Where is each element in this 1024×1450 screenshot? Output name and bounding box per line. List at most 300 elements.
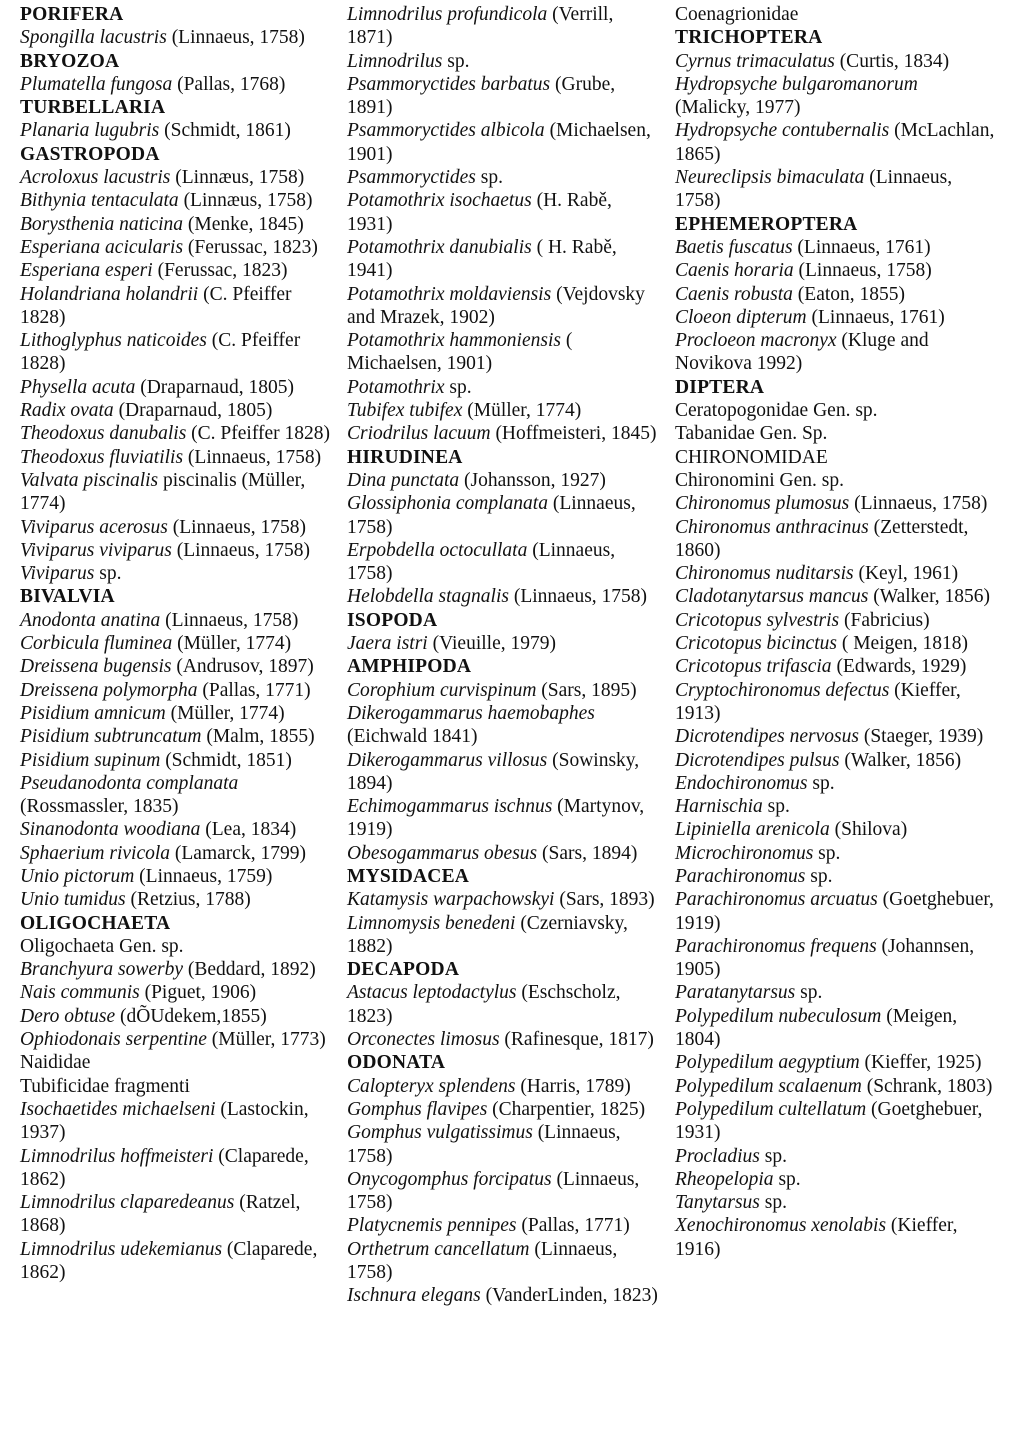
species-authority: (Piguet, 1906) (139, 982, 257, 1004)
species-entry (347, 1214, 659, 1237)
species-name: Cryptochironomus defectus (675, 679, 890, 701)
species-authority: Chironomini Gen. sp. (675, 469, 844, 491)
species-name: Dikerogammarus haemobaphes (347, 702, 595, 724)
species-entry (675, 679, 995, 726)
species-entry (347, 189, 659, 236)
species-entry (347, 842, 659, 865)
species-name: Chironomus plumosus (675, 493, 850, 515)
species-entry (675, 772, 995, 795)
species-name: Viviparus acerosus (20, 516, 168, 538)
species-authority: (Harris, 1789) (515, 1075, 631, 1097)
species-entry (20, 749, 335, 772)
species-name: Tubifex tubifex (347, 400, 463, 422)
species-authority: (Sowinsky, 1894) (347, 749, 640, 794)
species-name: Astacus leptodactylus (347, 982, 517, 1004)
species-entry (20, 1238, 335, 1285)
taxon-group-heading: AMPHIPODA (347, 656, 472, 678)
species-entry (675, 492, 995, 515)
species-entry (20, 725, 335, 748)
species-name: Dikerogammarus villosus (347, 749, 548, 771)
species-authority: (Meigen, 1804) (675, 1005, 958, 1051)
taxon-group-heading: ODONATA (347, 1052, 446, 1074)
species-name: Esperiana acicularis (20, 236, 184, 258)
species-entry (675, 888, 995, 935)
species-authority: (Linnaeus, 1758) (166, 27, 305, 49)
species-authority: (C. Pfeiffer 1828) (20, 283, 292, 328)
species-entry (675, 1168, 995, 1191)
species-authority: sp. (759, 1192, 787, 1214)
species-entry (347, 3, 659, 50)
species-authority: sp. (444, 376, 472, 398)
species-authority: (McLachlan, 1865) (675, 120, 995, 165)
species-name: Chironomus anthracinus (675, 516, 869, 538)
species-name: Nais communis (20, 982, 140, 1004)
species-name: Gomphus vulgatissimus (347, 1122, 533, 1144)
taxon-group-heading: MYSIDACEA (347, 865, 470, 887)
species-name: Pisidium amnicum (20, 702, 166, 724)
species-name: Viviparus viviparus (20, 539, 172, 561)
species-name: Katamysis warpachowskyi (347, 889, 555, 911)
species-authority: (Rafinesque, 1817) (499, 1029, 654, 1051)
species-name: Xenochironomus xenolabis (675, 1215, 887, 1237)
species-authority: (Linnaeus, 1758) (171, 539, 310, 561)
species-name: Cricotopus bicinctus (675, 633, 837, 655)
species-name: Branchyura sowerby (20, 959, 184, 981)
species-entry (675, 1145, 995, 1168)
species-entry (20, 888, 335, 911)
species-entry (20, 539, 335, 562)
species-authority: (Goetghebuer, 1931) (675, 1098, 983, 1144)
species-authority: (C. Pfeiffer 1828) (20, 330, 301, 375)
species-entry (20, 422, 335, 445)
species-entry (20, 376, 335, 399)
species-authority: (Linnæus, 1758) (170, 167, 305, 189)
species-authority: (Johannsen, 1905) (675, 935, 975, 981)
species-name: Dina punctata (347, 469, 460, 491)
species-entry (20, 236, 335, 259)
species-authority: (Schrank, 1803) (861, 1075, 993, 1097)
species-authority: (Pallas, 1768) (172, 73, 286, 95)
species-entry (20, 842, 335, 865)
species-authority: (Linnaeus, 1758) (167, 516, 306, 538)
species-authority: (Martynov, 1919) (347, 796, 645, 841)
species-authority: (dÕUdekem,1855) (115, 1005, 267, 1027)
species-entry (675, 562, 995, 585)
species-authority: (Rossmassler, 1835) (20, 796, 179, 818)
species-name: Orthetrum cancellatum (347, 1238, 530, 1260)
species-entry (675, 399, 995, 422)
species-entry (20, 189, 335, 212)
taxon-group-heading: BRYOZOA (20, 50, 120, 72)
taxon-group-heading: EPHEMEROPTERA (675, 213, 858, 235)
species-entry (20, 981, 335, 1004)
species-entry (20, 1191, 335, 1238)
species-name: Pisidium supinum (20, 749, 161, 771)
species-name: Spongilla lacustris (20, 27, 167, 49)
species-entry (675, 283, 995, 306)
species-authority: (Curtis, 1834) (834, 50, 950, 72)
species-name: Theodoxus danubalis (20, 423, 187, 445)
species-name: Planaria lugubris (20, 120, 160, 142)
species-name: Limnodrilus hoffmeisteri (20, 1145, 214, 1167)
species-authority: sp. (795, 982, 823, 1004)
species-authority: (Vejdovsky and Mrazek, 1902) (347, 283, 645, 328)
species-authority: (Linnaeus, 1758) (347, 493, 636, 538)
species-entry (20, 119, 335, 142)
species-authority: Coenagrionidae (675, 4, 799, 25)
species-authority: sp. (762, 796, 790, 818)
species-name: Hydropsyche bulgaromanorum (675, 73, 918, 95)
species-name: Onycogomphus forcipatus (347, 1168, 552, 1190)
species-name: Glossiphonia complanata (347, 493, 548, 515)
species-name: Pseudanodonta complanata (20, 772, 239, 794)
species-authority: Tubificidae fragmenti (20, 1075, 190, 1097)
species-entry (347, 585, 659, 608)
species-authority: CHIRONOMIDAE (675, 446, 828, 468)
species-entry (20, 1051, 335, 1074)
taxon-group-heading: DECAPODA (347, 959, 460, 981)
species-authority: (C. Pfeiffer 1828) (186, 423, 330, 445)
species-authority: sp. (475, 167, 503, 189)
species-authority: (Eaton, 1855) (792, 283, 906, 305)
species-entry (675, 795, 995, 818)
species-authority: (Linnaeus, 1758) (160, 609, 299, 631)
species-name: Obesogammarus obesus (347, 842, 538, 864)
species-entry (20, 26, 335, 49)
species-entry (20, 958, 335, 981)
species-authority: (Sars, 1895) (536, 679, 637, 701)
species-authority: sp. (805, 865, 833, 887)
species-entry (347, 888, 659, 911)
species-authority: (Müller, 1773) (206, 1029, 326, 1051)
species-name: Sphaerium rivicola (20, 842, 171, 864)
species-name: Cyrnus trimaculatus (675, 50, 835, 72)
species-authority: sp. (773, 1168, 801, 1190)
species-authority: (Linnaeus, 1758) (508, 586, 648, 608)
species-entry (20, 632, 335, 655)
species-name: Theodoxus fluviatilis (20, 446, 184, 468)
species-name: Viviparus (20, 563, 95, 585)
species-entry (20, 73, 335, 96)
species-name: Criodrilus lacuum (347, 423, 491, 445)
species-entry (675, 818, 995, 841)
species-name: Polypedilum scalaenum (675, 1075, 862, 1097)
taxon-group-heading: PORIFERA (20, 4, 124, 25)
species-name: Psammoryctides barbatus (347, 73, 551, 95)
species-authority: (Zetterstedt, 1860) (675, 516, 969, 561)
species-authority: (Grube, 1891) (347, 73, 616, 119)
species-authority: (Lastockin, 1937) (20, 1098, 309, 1144)
species-name: Dreissena polymorpha (20, 679, 198, 701)
species-authority: piscinalis (Müller, 1774) (20, 469, 306, 515)
species-authority: (Schmidt, 1861) (159, 120, 291, 142)
species-name: Dicrotendipes nervosus (675, 726, 859, 748)
species-entry (347, 50, 659, 73)
species-name: Rheopelopia (675, 1168, 774, 1190)
species-authority: (Malm, 1855) (201, 726, 315, 748)
species-name: Baetis fuscatus (675, 236, 793, 258)
species-entry (675, 1191, 995, 1214)
taxon-group-heading: DIPTERA (675, 376, 765, 398)
species-name: Limnodrilus claparedeanus (20, 1192, 235, 1214)
species-name: Limnodrilus profundicola (347, 4, 548, 25)
species-entry (675, 609, 995, 632)
species-authority: (Michaelsen, 1901) (347, 120, 651, 165)
species-entry (675, 3, 995, 26)
species-name: Potamothrix danubialis (347, 236, 532, 258)
species-authority: (Edwards, 1929) (831, 656, 967, 678)
species-name: Ischnura elegans (347, 1285, 481, 1307)
species-authority: (Lea, 1834) (200, 819, 297, 841)
species-entry (347, 119, 659, 166)
species-name: Procloeon macronyx (675, 330, 837, 352)
species-entry (20, 1005, 335, 1028)
species-authority: (Schmidt, 1851) (160, 749, 292, 771)
species-entry (20, 283, 335, 330)
species-entry (675, 842, 995, 865)
species-entry (20, 329, 335, 376)
species-authority: (Malicky, 1977) (675, 97, 801, 119)
species-name: Hydropsyche contubernalis (675, 120, 890, 142)
species-authority: ( Michaelsen, 1901) (347, 330, 573, 375)
species-name: Jaera istri (347, 633, 428, 655)
species-entry (675, 655, 995, 678)
species-name: Calopteryx splendens (347, 1075, 516, 1097)
species-authority: (Sars, 1894) (537, 842, 638, 864)
species-entry (347, 702, 659, 749)
species-name: Physella acuta (20, 376, 136, 398)
species-name: Endochironomus (675, 772, 808, 794)
species-name: Potamothrix hammoniensis (347, 330, 561, 352)
species-name: Parachironomus frequens (675, 935, 877, 957)
species-name: Echimogammarus ischnus (347, 796, 553, 818)
species-authority: (Fabricius) (839, 609, 930, 631)
species-entry (347, 1168, 659, 1215)
species-entry (347, 1075, 659, 1098)
species-authority: (Linnaeus, 1758) (849, 493, 988, 515)
species-name: Cladotanytarsus mancus (675, 586, 869, 608)
species-authority: (Walker, 1856) (839, 749, 962, 771)
species-authority: (Vieuille, 1979) (427, 633, 556, 655)
species-name: Dero obtuse (20, 1005, 116, 1027)
species-name: Anodonta anatina (20, 609, 161, 631)
species-name: Procladius (675, 1145, 760, 1167)
species-authority: Tabanidae Gen. Sp. (675, 423, 828, 445)
species-entry (20, 399, 335, 422)
species-entry (20, 935, 335, 958)
species-authority: (Charpentier, 1825) (487, 1098, 646, 1120)
species-entry (347, 399, 659, 422)
species-authority: (Linnaeus, 1758) (675, 167, 953, 212)
species-entry (675, 50, 995, 73)
species-name: Corbicula fluminea (20, 633, 173, 655)
species-name: Polypedilum cultellatum (675, 1098, 867, 1120)
taxon-group-heading: OLIGOCHAETA (20, 912, 171, 934)
species-authority: (Müller, 1774) (172, 633, 292, 655)
species-entry (20, 446, 335, 469)
species-name: Sinanodonta woodiana (20, 819, 201, 841)
species-authority: (Andrusov, 1897) (171, 656, 314, 678)
species-entry (675, 749, 995, 772)
species-authority: (Kluge and Novikova 1992) (675, 330, 929, 375)
species-entry (675, 446, 995, 469)
species-entry (347, 1238, 659, 1285)
species-entry (675, 1051, 995, 1074)
species-entry (675, 73, 995, 120)
species-name: Limnomysis benedeni (347, 912, 516, 934)
species-name: Plumatella fungosa (20, 73, 173, 95)
species-authority: (Lamarck, 1799) (170, 842, 306, 864)
species-name: Valvata piscinalis (20, 469, 159, 491)
species-entry (347, 539, 659, 586)
species-authority: (Linnaeus, 1758) (183, 446, 322, 468)
species-entry (347, 1098, 659, 1121)
species-authority: (Kieffer, 1916) (675, 1215, 958, 1260)
species-name: Helobdella stagnalis (347, 586, 509, 608)
species-entry (675, 1214, 995, 1261)
taxon-group-heading: TURBELLARIA (20, 97, 166, 119)
species-name: Paratanytarsus (675, 982, 796, 1004)
species-authority: (H. Rabě, 1931) (347, 190, 612, 235)
species-name: Neureclipsis bimaculata (675, 167, 865, 189)
species-name: Lithoglyphus naticoides (20, 330, 207, 352)
species-authority: (Draparnaud, 1805) (135, 376, 294, 398)
species-entry (20, 1145, 335, 1192)
species-authority: (Beddard, 1892) (183, 959, 316, 981)
taxon-group-heading: BIVALVIA (20, 586, 115, 608)
species-authority: (Linnaeus, 1761) (806, 306, 945, 328)
species-authority: (Staeger, 1939) (858, 726, 984, 748)
species-authority: (Draparnaud, 1805) (113, 400, 273, 422)
species-name: Erpobdella octocullata (347, 539, 528, 561)
species-authority: (Pallas, 1771) (516, 1215, 630, 1237)
species-authority: (Linnæus, 1758) (178, 190, 313, 212)
species-name: Pisidium subtruncatum (20, 726, 202, 748)
species-entry (347, 795, 659, 842)
species-authority: (Claparede, 1862) (20, 1145, 309, 1190)
species-entry (347, 1028, 659, 1051)
species-name: Corophium curvispinum (347, 679, 537, 701)
species-name: Borysthenia naticina (20, 213, 184, 235)
species-entry (675, 469, 995, 492)
species-entry (20, 609, 335, 632)
species-name: Gomphus flavipes (347, 1098, 488, 1120)
species-authority: (Retzius, 1788) (125, 889, 251, 911)
species-name: Potamothrix moldaviensis (347, 283, 552, 305)
taxon-group-heading: TRICHOPTERA (675, 27, 823, 49)
species-entry (20, 818, 335, 841)
species-entry (675, 632, 995, 655)
species-authority: (Sars, 1893) (554, 889, 655, 911)
species-entry (347, 376, 659, 399)
species-entry (675, 935, 995, 982)
species-name: Cricotopus sylvestris (675, 609, 840, 631)
species-name: Harnischia (675, 796, 763, 818)
species-authority: (VanderLinden, 1823) (480, 1285, 658, 1307)
species-authority: (Hoffmeisteri, 1845) (490, 423, 657, 445)
species-entry (347, 166, 659, 189)
species-authority: sp. (759, 1145, 787, 1167)
species-name: Unio tumidus (20, 889, 126, 911)
species-name: Microchironomus (675, 842, 814, 864)
species-entry (347, 679, 659, 702)
species-entry (347, 1284, 659, 1307)
species-name: Cloeon dipterum (675, 306, 807, 328)
species-entry (20, 655, 335, 678)
species-entry (675, 259, 995, 282)
species-name: Ophiodonais serpentine (20, 1029, 207, 1051)
species-authority: ( H. Rabě, 1941) (347, 236, 617, 282)
species-name: Limnodrilus udekemianus (20, 1238, 223, 1260)
species-entry (675, 119, 995, 166)
species-entry (675, 1075, 995, 1098)
species-name: Polypedilum aegyptium (675, 1052, 860, 1074)
species-name: Caenis robusta (675, 283, 793, 305)
species-entry (20, 865, 335, 888)
species-name: Bithynia tentaculata (20, 190, 179, 212)
species-name: Esperiana esperi (20, 260, 153, 282)
species-entry (675, 329, 995, 376)
species-authority: (Linnaeus, 1759) (134, 865, 273, 887)
species-name: Limnodrilus (347, 50, 443, 72)
species-authority: sp. (442, 50, 470, 72)
species-entry (675, 1098, 995, 1145)
species-name: Polypedilum nubeculosum (675, 1005, 882, 1027)
species-name: Potamothrix (347, 376, 445, 398)
species-authority: (Ferussac, 1823) (183, 236, 318, 258)
species-entry (20, 772, 335, 819)
species-entry (675, 516, 995, 563)
species-entry (20, 562, 335, 585)
species-entry (347, 1121, 659, 1168)
column-3 (675, 3, 995, 1261)
species-entry (347, 749, 659, 796)
species-authority: (Czerniavsky, 1882) (347, 912, 628, 957)
species-name: Acroloxus lacustris (20, 167, 171, 189)
taxon-group-heading: ISOPODA (347, 609, 438, 631)
species-name: Platycnemis pennipes (347, 1215, 517, 1237)
species-entry (675, 166, 995, 213)
species-entry (347, 912, 659, 959)
species-entry (675, 1005, 995, 1052)
species-authority: (Verrill, 1871) (347, 4, 614, 49)
species-authority: (Linnaeus, 1761) (792, 236, 931, 258)
species-entry (20, 213, 335, 236)
species-authority: (Eichwald 1841) (347, 726, 478, 748)
column-1 (20, 3, 335, 1284)
species-authority: (Linnaeus, 1758) (347, 539, 616, 585)
species-name: Unio pictorum (20, 865, 135, 887)
species-name: Radix ovata (20, 400, 114, 422)
species-name: Chironomus nuditarsis (675, 563, 854, 585)
species-authority: (Keyl, 1961) (853, 563, 959, 585)
species-authority: (Linnaeus, 1758) (347, 1168, 640, 1214)
species-entry (347, 981, 659, 1028)
species-entry (20, 1028, 335, 1051)
species-authority: (Eschscholz, 1823) (347, 982, 621, 1027)
species-authority: (Müller, 1774) (165, 702, 285, 724)
species-entry (20, 702, 335, 725)
species-name: Caenis horaria (675, 260, 794, 282)
species-entry (675, 236, 995, 259)
species-authority: Oligochaeta Gen. sp. (20, 935, 184, 957)
column-2 (347, 3, 659, 1308)
species-entry (347, 422, 659, 445)
species-name: Dicrotendipes pulsus (675, 749, 840, 771)
species-authority: ( Meigen, 1818) (836, 633, 969, 655)
species-authority: sp. (94, 563, 122, 585)
species-entry (20, 516, 335, 539)
